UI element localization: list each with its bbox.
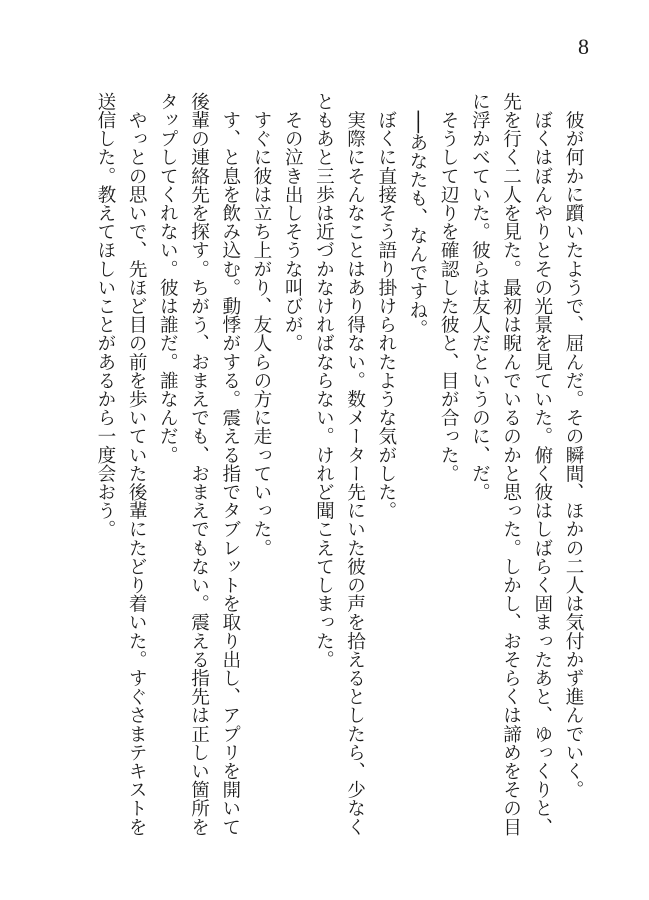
text-line: 実際にそんなことはあり得ない。数メーター先にいた彼の声を拾えるとしたら、少なく (344, 92, 366, 836)
text-line: ぼくに直接そう語り掛けられたような気がした。 (375, 92, 397, 520)
text-line: タップしてくれない。彼は誰だ。誰なんだ。 (157, 92, 179, 464)
text-line: 送信した。教えてほしいことがあるから一度会おう。 (94, 92, 116, 539)
text-line: その泣き出しそうな叫びが。 (282, 92, 304, 353)
text-line: やっとの思いで、先ほど目の前を歩いていた後輩にたどり着いた。すぐさまテキストを (126, 92, 148, 836)
text-line: すぐに彼は立ち上がり、友人らの方に走っていった。 (250, 92, 272, 557)
text-line: 後輩の連絡先を探す。ちがう、おまえでも、おまえでもない。震える指先は正しい箇所を (188, 92, 210, 836)
vertical-text-body (90, 92, 589, 862)
text-line: 先を行く二人を見た。最初は睨んでいるのかと思った。しかし、おそらくは諦めをその目 (500, 92, 522, 836)
text-line: そうして辺りを確認した彼と、目が合った。 (438, 92, 460, 483)
text-line: ──あなたも、なんですね。 (406, 92, 428, 338)
text-line: に浮かべていた。彼らは友人だというのに、だ。 (469, 92, 491, 502)
page-number: 8 (578, 34, 589, 59)
text-line: 彼が何かに躓いたようで、屈んだ。その瞬間、ほかの二人は気付かず進んでいく。 (563, 92, 584, 799)
text-line: ぼくはぼんやりとその光景を見ていた。俯く彼はしばらく固まったあと、ゆっくりと、 (531, 92, 553, 836)
text-line: ともあと三歩は近づかなければならない。けれど聞こえてしまった。 (313, 92, 335, 669)
text-line: す、と息を飲み込む。動悸がする。震える指でタブレットを取り出し、アプリを開いて (219, 92, 241, 836)
